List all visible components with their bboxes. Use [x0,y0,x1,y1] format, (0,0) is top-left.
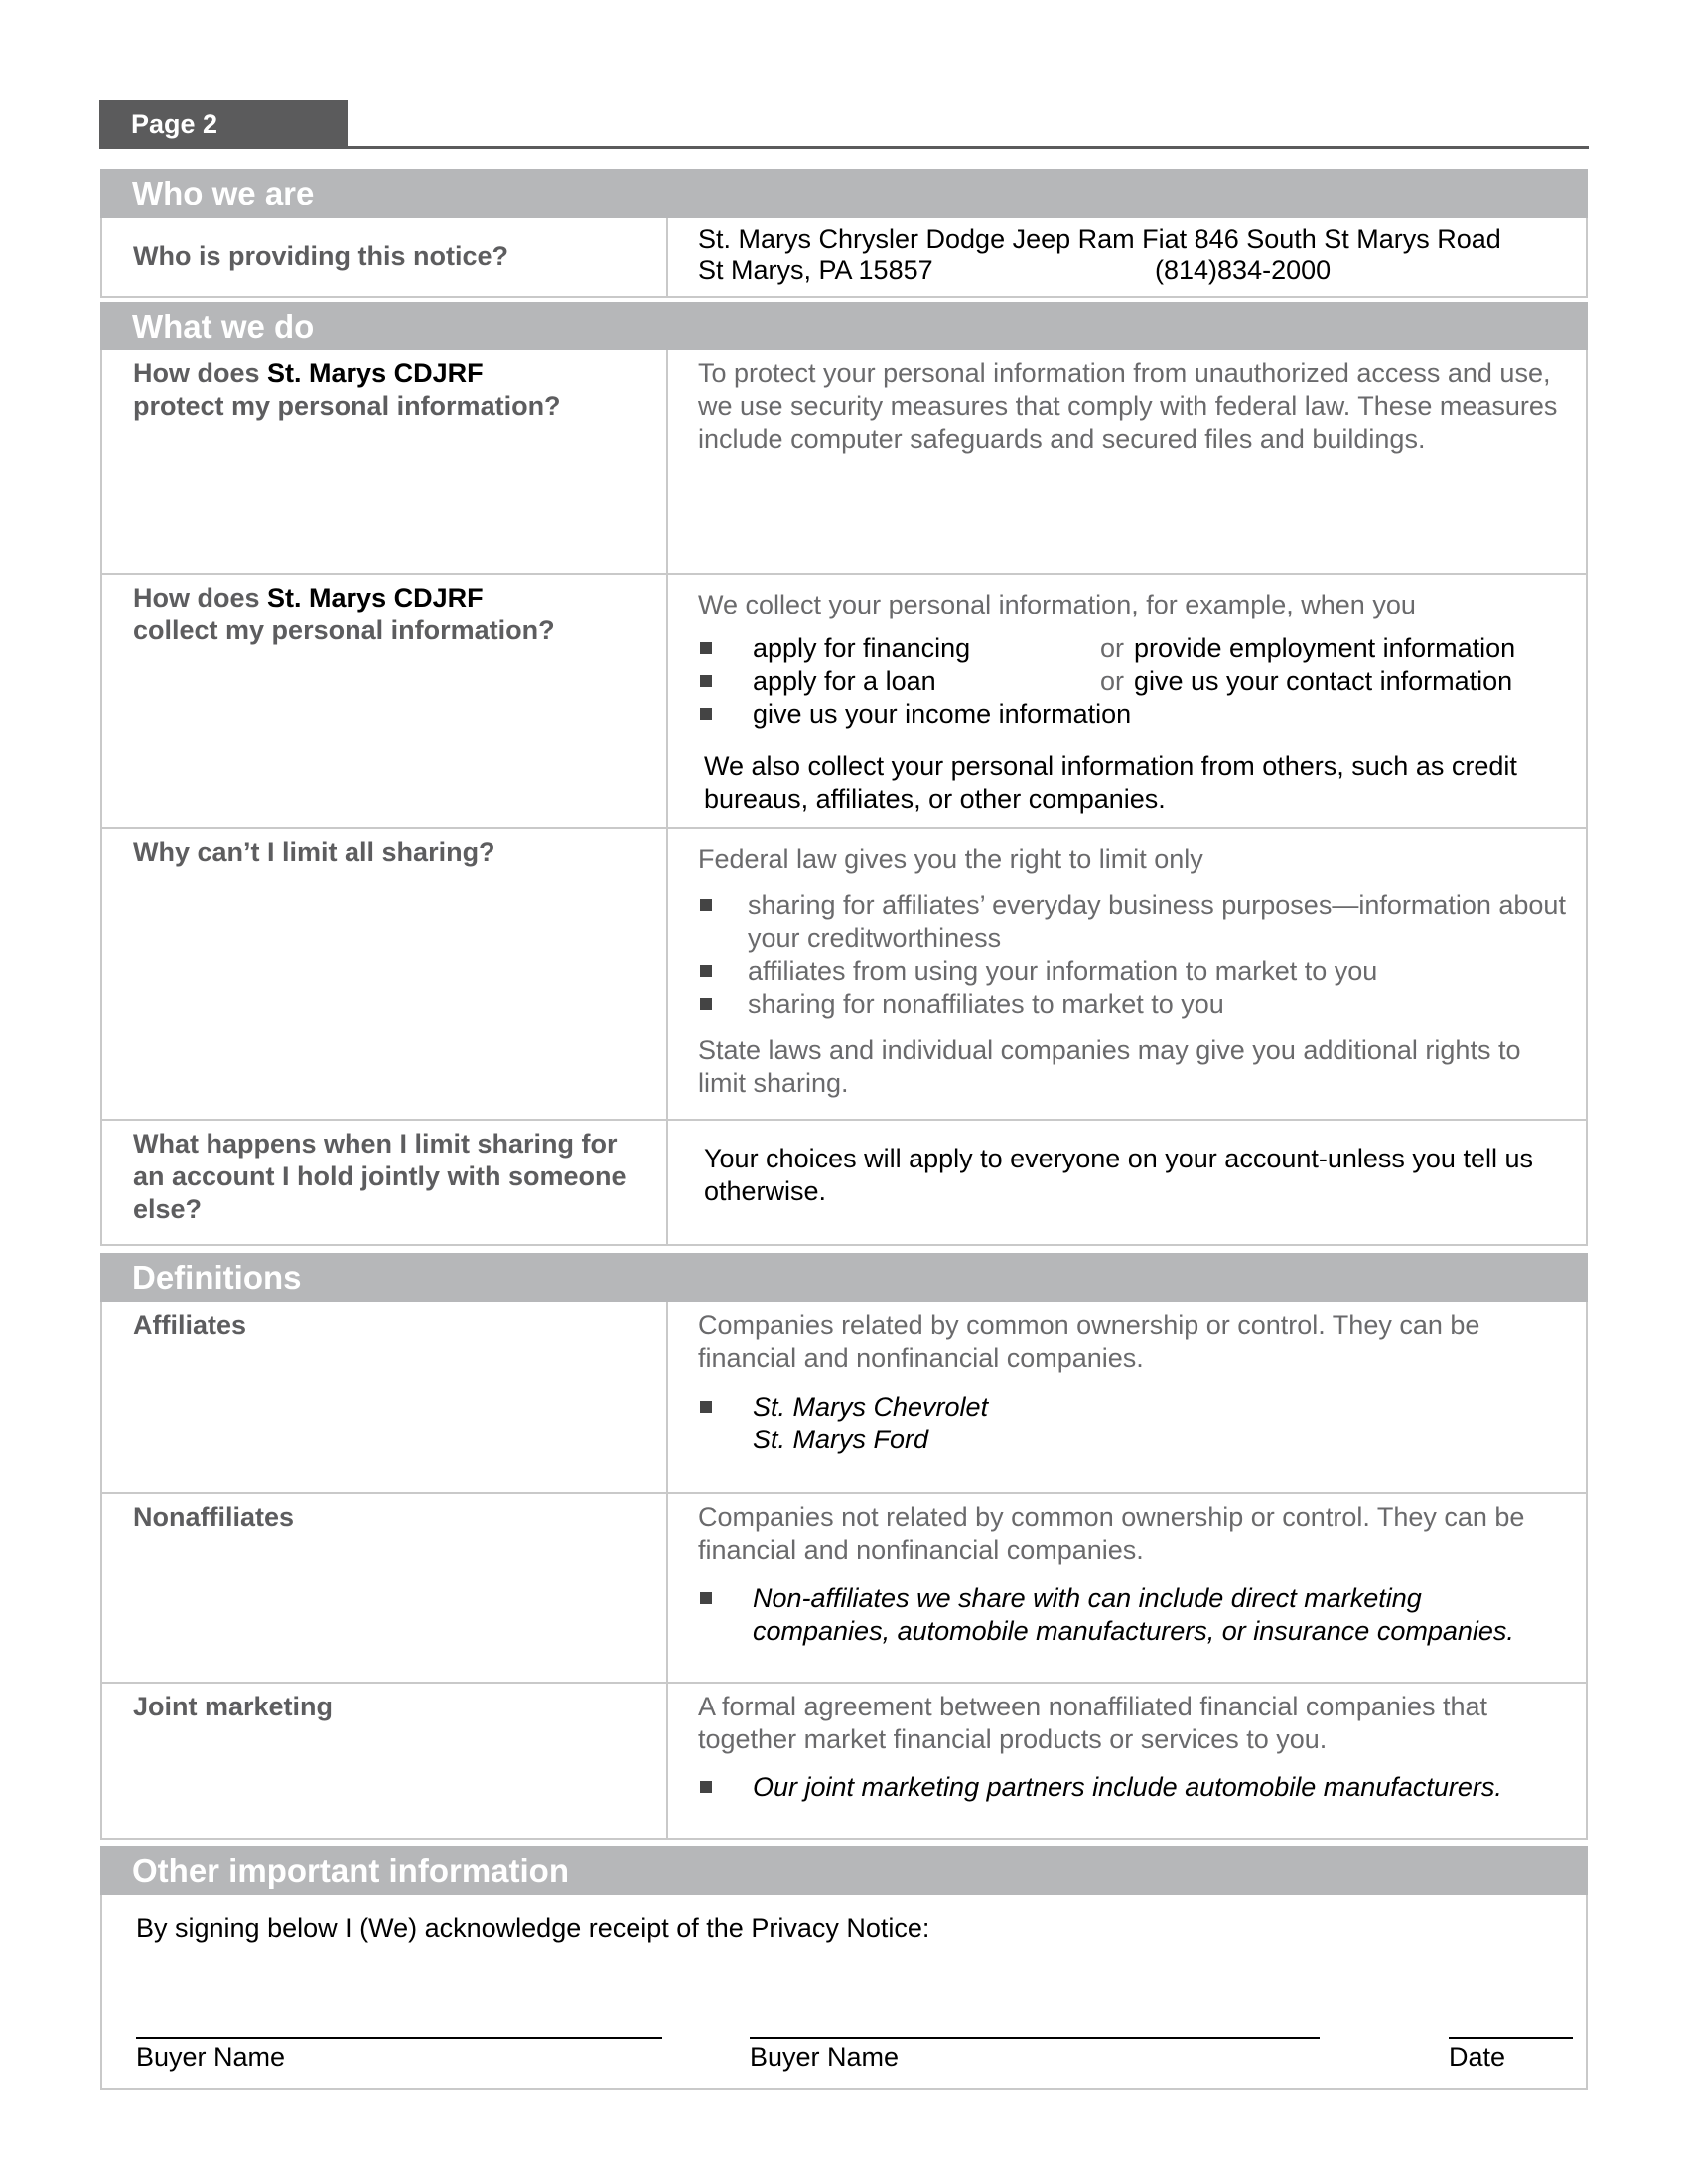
collect-row [102,573,1586,827]
signature-area [100,1895,1588,2090]
list-item [698,632,1566,665]
joint-question: What happens when I limit sharing for an account I hold jointly with someone else? [102,1121,668,1244]
who-answer-line2 [698,255,1566,286]
joint-row [102,1119,1586,1244]
affiliates-def [668,1302,1586,1492]
joint-marketing-term: Joint marketing [102,1684,668,1838]
affiliate-example-1: St. Marys Chevrolet [753,1392,989,1422]
section-definitions: Definitions [100,1253,1588,1302]
date-label: Date [1449,2042,1506,2072]
joint-marketing-row [102,1682,1586,1838]
collect-also: We also collect your personal information from others, such as credit bureaus, affiliates, or other companies. [704,751,1517,814]
list-item [698,1771,1566,1804]
collect-answer [668,575,1586,827]
collect-item2-or: or [1100,666,1125,696]
nonaffiliates-row [102,1492,1586,1682]
nonaffiliates-list [698,1582,1566,1648]
list-item: affiliates from using your information to market to you [698,955,1566,988]
collect-item1-a: apply for financing [753,633,971,663]
limit-state: State laws and individual companies may give you additional rights to limit sharing. [698,1035,1521,1098]
collect-item3: give us your income information [753,699,1132,729]
collect-item2-b: give us your contact information [1134,666,1513,696]
buyer2-signature-line[interactable] [750,2037,1320,2039]
who-row [102,218,1586,296]
acknowledgement-text: By signing below I (We) acknowledge receipt of the Privacy Notice: [136,1913,930,1943]
section-other-info: Other important information [100,1846,1588,1895]
list-item: sharing for affiliates’ everyday business purposes—information about your creditworthiness [698,889,1566,955]
who-we-are-table [100,218,1588,298]
joint-marketing-example: Our joint marketing partners include automobile manufacturers. [753,1772,1502,1802]
affiliates-definition: Companies related by common ownership or control. They can be financial and nonfinancial companies. [698,1310,1480,1373]
who-answer [668,218,1586,296]
what-we-do-table [100,350,1588,1246]
list-item [698,1391,1566,1456]
affiliates-row [102,1302,1586,1492]
limit-row [102,827,1586,1119]
who-answer-line1: St. Marys Chrysler Dodge Jeep Ram Fiat 846 South St Marys Road [698,224,1501,254]
buyer2-label: Buyer Name [750,2042,900,2072]
joint-marketing-definition: A formal agreement between nonaffiliated financial companies that together market financial products or services to you. [698,1692,1487,1754]
affiliates-term: Affiliates [102,1302,668,1492]
limit-question: Why can’t I limit all sharing? [102,829,668,1119]
collect-q-dealer: St. Marys CDJRF [267,583,484,613]
nonaffiliates-term: Nonaffiliates [102,1494,668,1682]
collect-intro: We collect your personal information, for example, when you [698,590,1416,619]
limit-answer [668,829,1586,1119]
collect-item1-or: or [1100,633,1125,663]
who-answer-city: St Marys, PA 15857 [698,255,933,285]
section-what-we-do: What we do [100,302,1588,350]
list-item [698,1582,1566,1648]
collect-list [698,632,1566,731]
protect-answer: To protect your personal information from unauthorized access and use, we use security measures that comply with federal law. These measures include computer safeguards and secured files and buildings. [698,358,1558,454]
page-label: Page 2 [99,100,348,148]
affiliates-list [698,1391,1566,1456]
protect-q-prefix: How does [133,358,260,388]
joint-answer: Your choices will apply to everyone on your account-unless you tell us otherwise. [704,1144,1533,1206]
list-item [698,698,1566,731]
limit-list [698,889,1566,1021]
collect-q-rest: collect my personal information? [133,615,555,645]
header-rule [99,146,1589,149]
who-answer-phone: (814)834-2000 [1155,255,1332,285]
date-signature-line[interactable] [1449,2037,1573,2039]
list-item [698,665,1566,698]
who-question: Who is providing this notice? [102,218,668,296]
collect-item1-b: provide employment information [1134,633,1516,663]
nonaffiliates-definition: Companies not related by common ownership or control. They can be financial and nonfinancial companies. [698,1502,1525,1565]
buyer1-signature-line[interactable] [136,2037,662,2039]
definitions-table [100,1302,1588,1840]
affiliate-example-2: St. Marys Ford [753,1425,929,1454]
section-who-we-are: Who we are [100,169,1588,218]
buyer1-label: Buyer Name [136,2042,286,2072]
joint-marketing-def [668,1684,1586,1838]
protect-q-dealer: St. Marys CDJRF [267,358,484,388]
nonaffiliates-def [668,1494,1586,1682]
joint-marketing-list [698,1771,1566,1804]
limit-intro: Federal law gives you the right to limit only [698,844,1203,874]
nonaffiliate-example: Non-affiliates we share with can include direct marketing companies, automobile manufacturers, or insurance companies. [753,1583,1514,1646]
collect-item2-a: apply for a loan [753,666,936,696]
collect-q-prefix: How does [133,583,260,613]
collect-question [102,575,668,827]
protect-question [102,350,668,573]
protect-row [102,350,1586,573]
list-item: sharing for nonaffiliates to market to you [698,988,1566,1021]
protect-q-rest: protect my personal information? [133,391,561,421]
